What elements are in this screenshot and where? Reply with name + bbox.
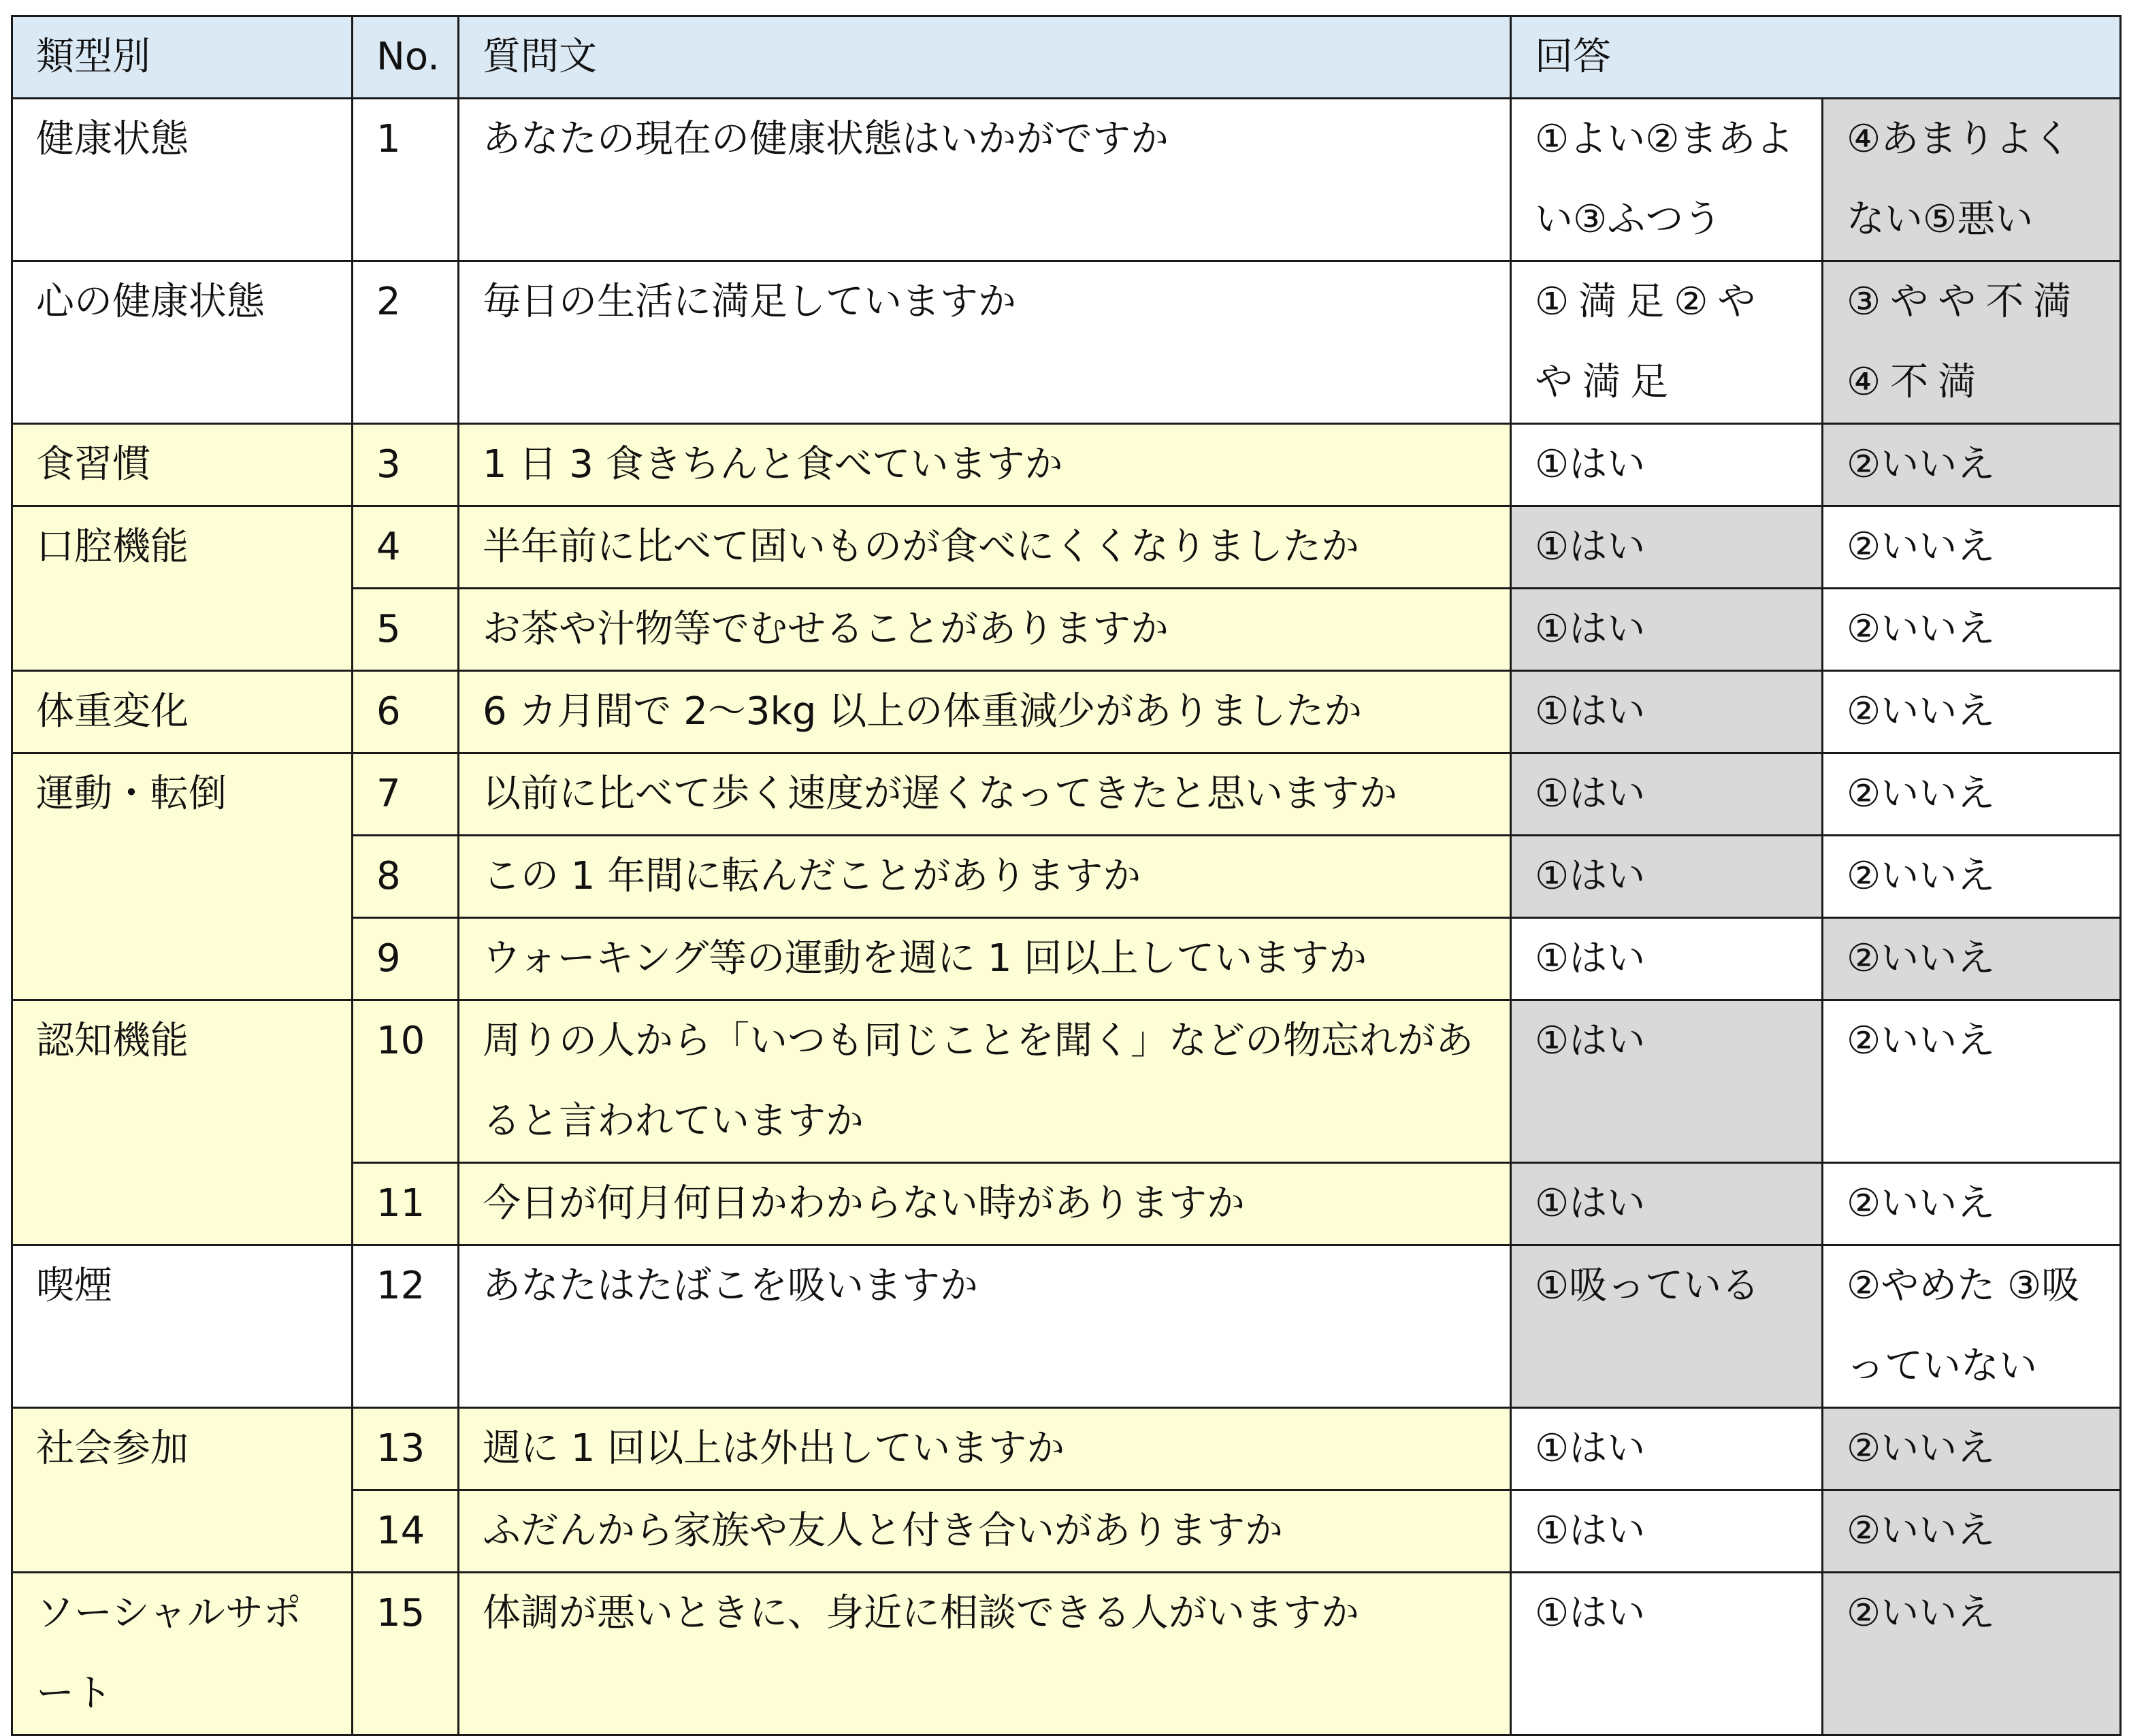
question-cell: お茶や汁物等でむせることがありますか — [459, 589, 1511, 671]
table-row — [12, 1573, 2121, 1735]
number-cell: 11 — [353, 1163, 459, 1245]
answer-a-cell: ①はい — [1511, 1408, 1823, 1490]
question-cell: 週に 1 回以上は外出していますか — [459, 1408, 1511, 1490]
answer-b-cell: ②いいえ — [1823, 589, 2121, 671]
answer-b-cell: ②いいえ — [1823, 671, 2121, 753]
number-cell: 10 — [353, 1000, 459, 1163]
number-cell: 14 — [353, 1490, 459, 1573]
category-cell: 口腔機能 — [12, 506, 353, 671]
question-cell: この 1 年間に転んだことがありますか — [459, 836, 1511, 918]
answer-b-cell: ③やや不満④不満 — [1823, 261, 2121, 424]
question-cell: あなたはたばこを吸いますか — [459, 1245, 1511, 1408]
answer-a-cell: ①はい — [1511, 424, 1823, 506]
answer-a-cell: ①はい — [1511, 589, 1823, 671]
category-cell: 健康状態 — [12, 99, 353, 261]
question-cell: あなたの現在の健康状態はいかがですか — [459, 99, 1511, 261]
answer-a-cell: ①はい — [1511, 1163, 1823, 1245]
number-cell: 15 — [353, 1573, 459, 1735]
answer-b-cell: ②いいえ — [1823, 918, 2121, 1000]
question-cell: 毎日の生活に満足していますか — [459, 261, 1511, 424]
questionnaire-table — [11, 15, 2122, 1736]
answer-a-cell: ①吸っている — [1511, 1245, 1823, 1408]
answer-a-cell: ①はい — [1511, 1573, 1823, 1735]
answer-a-cell: ①はい — [1511, 1000, 1823, 1163]
question-cell: 以前に比べて歩く速度が遅くなってきたと思いますか — [459, 753, 1511, 836]
number-cell: 9 — [353, 918, 459, 1000]
answer-a-cell: ①はい — [1511, 836, 1823, 918]
table-row — [12, 99, 2121, 261]
answer-a-cell: ①はい — [1511, 506, 1823, 589]
question-cell: 6 カ月間で 2～3kg 以上の体重減少がありましたか — [459, 671, 1511, 753]
answer-a-cell: ①はい — [1511, 671, 1823, 753]
question-cell: 半年前に比べて固いものが食べにくくなりましたか — [459, 506, 1511, 589]
category-cell: 食習慣 — [12, 424, 353, 506]
table-row — [12, 1000, 2121, 1163]
answer-b-cell: ②いいえ — [1823, 506, 2121, 589]
number-cell: 7 — [353, 753, 459, 836]
table-row — [12, 261, 2121, 424]
category-cell: 認知機能 — [12, 1000, 353, 1245]
answer-b-cell: ②いいえ — [1823, 1573, 2121, 1735]
answer-b-cell: ②いいえ — [1823, 1163, 2121, 1245]
answer-b-cell: ②いいえ — [1823, 424, 2121, 506]
question-cell: 体調が悪いときに、身近に相談できる人がいますか — [459, 1573, 1511, 1735]
number-cell: 12 — [353, 1245, 459, 1408]
category-cell: 体重変化 — [12, 671, 353, 753]
number-cell: 3 — [353, 424, 459, 506]
header-question: 質問文 — [459, 16, 1511, 99]
question-cell: 周りの人から「いつも同じことを聞く」などの物忘れがあると言われていますか — [459, 1000, 1511, 1163]
answer-a-cell: ①はい — [1511, 753, 1823, 836]
number-cell: 6 — [353, 671, 459, 753]
header-answer: 回答 — [1511, 16, 2121, 99]
answer-b-cell: ②いいえ — [1823, 1408, 2121, 1490]
answer-a-cell: ①はい — [1511, 918, 1823, 1000]
question-cell: 今日が何月何日かわからない時がありますか — [459, 1163, 1511, 1245]
table-row — [12, 424, 2121, 506]
question-cell: ふだんから家族や友人と付き合いがありますか — [459, 1490, 1511, 1573]
header-no: No. — [353, 16, 459, 99]
answer-a-cell: ①よい②まあよい③ふつう — [1511, 99, 1823, 261]
category-cell: 運動・転倒 — [12, 753, 353, 1000]
number-cell: 8 — [353, 836, 459, 918]
table-row — [12, 1245, 2121, 1408]
number-cell: 2 — [353, 261, 459, 424]
question-cell: 1 日 3 食きちんと食べていますか — [459, 424, 1511, 506]
answer-b-cell: ④あまりよくない⑤悪い — [1823, 99, 2121, 261]
answer-a-cell: ①はい — [1511, 1490, 1823, 1573]
category-cell: 心の健康状態 — [12, 261, 353, 424]
answer-b-cell: ②いいえ — [1823, 1000, 2121, 1163]
number-cell: 5 — [353, 589, 459, 671]
question-cell: ウォーキング等の運動を週に 1 回以上していますか — [459, 918, 1511, 1000]
number-cell: 13 — [353, 1408, 459, 1490]
answer-b-cell: ②いいえ — [1823, 1490, 2121, 1573]
category-cell: 喫煙 — [12, 1245, 353, 1408]
table-row — [12, 506, 2121, 589]
category-cell: 社会参加 — [12, 1408, 353, 1573]
answer-a-cell: ①満足②やや満足 — [1511, 261, 1823, 424]
table-row — [12, 753, 2121, 836]
answer-b-cell: ②いいえ — [1823, 753, 2121, 836]
number-cell: 4 — [353, 506, 459, 589]
table-row — [12, 1408, 2121, 1490]
header-category: 類型別 — [12, 16, 353, 99]
category-cell: ソーシャルサポート — [12, 1573, 353, 1735]
table-header-row — [12, 16, 2121, 99]
answer-b-cell: ②やめた ③吸っていない — [1823, 1245, 2121, 1408]
answer-b-cell: ②いいえ — [1823, 836, 2121, 918]
table-row — [12, 671, 2121, 753]
number-cell: 1 — [353, 99, 459, 261]
